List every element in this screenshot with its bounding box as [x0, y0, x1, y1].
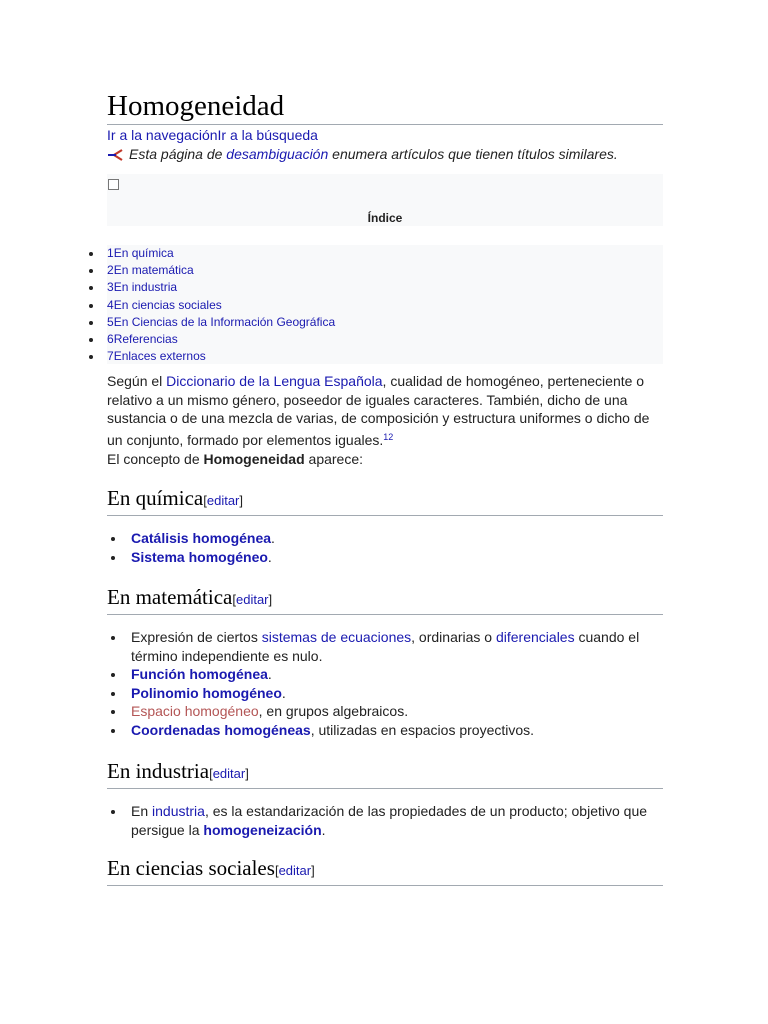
toc-item-label: En industria	[113, 280, 178, 295]
toc-title: Índice	[367, 211, 403, 225]
toc-item-number: 5	[107, 314, 114, 329]
section-heading-industria	[107, 757, 663, 789]
disambiguation-icon	[107, 149, 123, 161]
section-heading-quimica	[107, 484, 663, 516]
homogeneizacion-link[interactable]: homogeneización	[203, 821, 322, 838]
list-industria	[107, 802, 663, 839]
list-item	[131, 529, 663, 548]
toc-item-number: 3	[107, 280, 114, 295]
toc-toggle-checkbox[interactable]	[108, 179, 119, 190]
list-item-text: .	[281, 684, 286, 701]
jump-to-search-link[interactable]: Ir a la búsqueda	[217, 127, 318, 143]
page-title: Homogeneidad	[107, 88, 663, 125]
list-item	[131, 548, 663, 567]
list-quimica	[107, 529, 663, 566]
edit-link-sociales[interactable]: editar	[278, 863, 312, 878]
section-heading-ciencias-sociales	[107, 854, 663, 886]
toc-item-number: 4	[107, 297, 114, 312]
disambiguation-text-before: Esta página de	[129, 146, 227, 162]
edit-section: [editar]	[274, 863, 315, 878]
espacio-homogeneo-link[interactable]: Espacio homogéneo	[131, 703, 259, 719]
toc-item-label: Enlaces externos	[113, 349, 206, 364]
toc-item-label: En ciencias sociales	[113, 297, 222, 312]
jump-to-navigation-link[interactable]: Ir a la navegación	[107, 127, 218, 143]
list-item-text: .	[271, 530, 275, 546]
reference-superscript[interactable]: 12	[383, 431, 394, 442]
toc-item-label: En Ciencias de la Información Geográfica	[113, 314, 336, 329]
edit-link-matematica[interactable]: editar	[235, 592, 269, 607]
list-item	[131, 665, 663, 684]
edit-section: [editar]	[203, 493, 244, 508]
coordenadas-homogeneas-link[interactable]: Coordenadas homogéneas	[131, 721, 311, 738]
section-heading-text: En matemática	[107, 585, 233, 609]
sistemas-ecuaciones-link[interactable]: sistemas de ecuaciones	[261, 629, 412, 645]
funcion-homogenea-link[interactable]: Función homogénea	[131, 666, 268, 682]
edit-section: [editar]	[232, 592, 273, 607]
disambiguation-link[interactable]: desambiguación	[226, 146, 329, 162]
list-matematica	[107, 628, 663, 739]
concept-bold-term: Homogeneidad	[203, 451, 305, 467]
toc-item-enlaces-externos[interactable]	[107, 348, 335, 365]
sistema-homogeneo-link[interactable]: Sistema homogéneo	[131, 548, 268, 565]
list-item-text: , en grupos algebraicos.	[258, 703, 409, 719]
list-item-text: .	[267, 666, 272, 682]
disambiguation-text-after: enumera artículos que tienen títulos similares.	[328, 146, 618, 162]
diferenciales-link[interactable]: diferenciales	[495, 629, 575, 645]
list-item-text: En	[131, 803, 153, 819]
list-item-text: Expresión de ciertos	[131, 629, 262, 645]
intro-text-b: , cualidad de homogéneo, perteneciente o relativo a un mismo género, poseedor de iguales caracteres. También, dicho de una sustancia o de una mezcla de varias, de composición y estructura uniformes o dicho de un conjunto, formado por elementos iguales.	[107, 373, 650, 448]
polinomio-homogeneo-link[interactable]: Polinomio homogéneo	[131, 684, 282, 701]
list-item	[131, 684, 663, 703]
toc-item-number: 6	[107, 331, 114, 346]
concept-text-a: El concepto de	[107, 451, 204, 467]
toc-item-quimica[interactable]	[107, 245, 335, 262]
toc-item-label: En química	[113, 246, 174, 260]
toc-item-label: Referencias	[113, 331, 178, 346]
toc-list	[87, 245, 335, 365]
concept-paragraph	[107, 450, 663, 469]
toc-item-number: 2	[107, 263, 114, 278]
edit-section: [editar]	[209, 766, 249, 781]
list-item	[131, 721, 663, 740]
section-heading-matematica	[107, 583, 663, 615]
list-item-text: .	[267, 548, 272, 565]
toc-item-matematica[interactable]	[107, 262, 335, 279]
toc-item-referencias[interactable]	[107, 331, 335, 348]
list-item-text: .	[321, 821, 326, 838]
list-item	[131, 702, 663, 721]
section-heading-text: En ciencias sociales	[107, 856, 275, 880]
catalisis-link[interactable]: Catálisis homogénea	[131, 530, 272, 546]
toc-item-number: 7	[107, 349, 114, 364]
edit-link-quimica[interactable]: editar	[206, 493, 240, 508]
jump-links	[107, 127, 318, 143]
toc-item-informacion-geografica[interactable]	[107, 314, 335, 331]
toc-item-label: En matemática	[113, 263, 194, 278]
list-item-text: cuando el término independiente es nulo.	[131, 629, 640, 664]
list-item-text: , es la estandarización de las propiedades de un producto; objetivo que persigue la	[131, 803, 648, 838]
list-item-text: , ordinarias o	[411, 629, 496, 645]
disambiguation-notice	[107, 146, 618, 162]
list-item	[131, 628, 663, 665]
section-heading-text: En química	[107, 486, 204, 510]
industria-link[interactable]: industria	[152, 803, 205, 819]
list-item-text: , utilizadas en espacios proyectivos.	[310, 721, 535, 738]
diccionario-link[interactable]: Diccionario de la Lengua Española	[166, 373, 383, 389]
section-heading-text: En industria	[107, 759, 210, 783]
toc-item-ciencias-sociales[interactable]	[107, 297, 335, 314]
toc-item-number: 1	[107, 246, 114, 260]
toc-item-industria[interactable]	[107, 279, 335, 296]
list-item	[131, 802, 663, 839]
intro-text-a: Según el	[107, 373, 167, 389]
edit-link-industria[interactable]: editar	[212, 766, 246, 781]
intro-paragraph	[107, 372, 663, 449]
concept-text-b: aparece:	[304, 451, 364, 467]
